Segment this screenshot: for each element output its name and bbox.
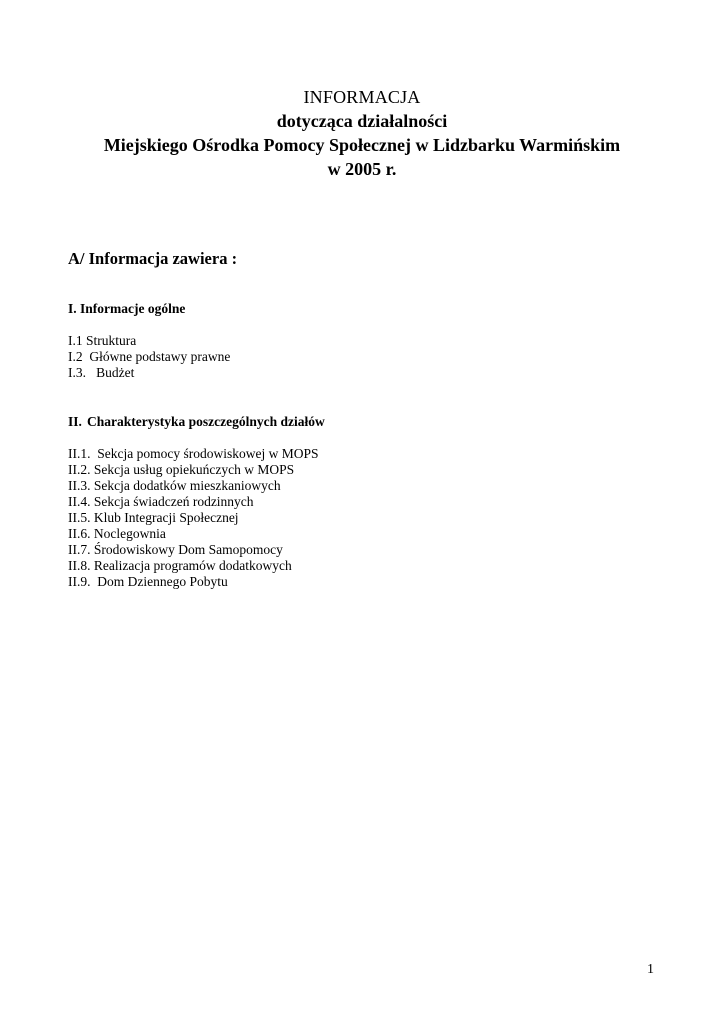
part2-heading-number: II. xyxy=(68,414,82,429)
list-item: II.5. Klub Integracji Społecznej xyxy=(68,510,239,525)
part1-list xyxy=(68,333,230,381)
page-number: 1 xyxy=(647,962,654,977)
list-item: I.2 Główne podstawy prawne xyxy=(68,349,231,364)
part2-heading xyxy=(68,414,325,430)
list-item: II.1. Sekcja pomocy środowiskowej w MOPS xyxy=(68,446,319,461)
list-item: I.1 Struktura xyxy=(68,333,137,348)
title-line-institution: Miejskiego Ośrodka Pomocy Społecznej w Lidzbarku Warmińskim xyxy=(103,135,621,155)
list-item: I.3. Budżet xyxy=(68,365,135,380)
list-item: II.3. Sekcja dodatków mieszkaniowych xyxy=(68,478,281,493)
section-a-heading: A/ Informacja zawiera : xyxy=(68,249,238,268)
list-item: II.8. Realizacja programów dodatkowych xyxy=(68,558,292,573)
part2-list xyxy=(68,446,318,590)
title-line-subject: dotycząca działalności xyxy=(276,111,448,131)
part2-heading-text: Charakterystyka poszczególnych działów xyxy=(87,414,325,429)
list-item: II.6. Noclegownia xyxy=(68,526,166,541)
list-item: II.7. Środowiskowy Dom Samopomocy xyxy=(68,542,283,557)
list-item: II.2. Sekcja usług opiekuńczych w MOPS xyxy=(68,462,295,477)
list-item: II.4. Sekcja świadczeń rodzinnych xyxy=(68,494,254,509)
list-item: II.9. Dom Dziennego Pobytu xyxy=(68,574,228,589)
title-line-year: w 2005 r. xyxy=(327,159,397,179)
document-title xyxy=(40,85,684,181)
part1-heading: I. Informacje ogólne xyxy=(68,301,186,316)
title-line-main: INFORMACJA xyxy=(303,87,421,107)
